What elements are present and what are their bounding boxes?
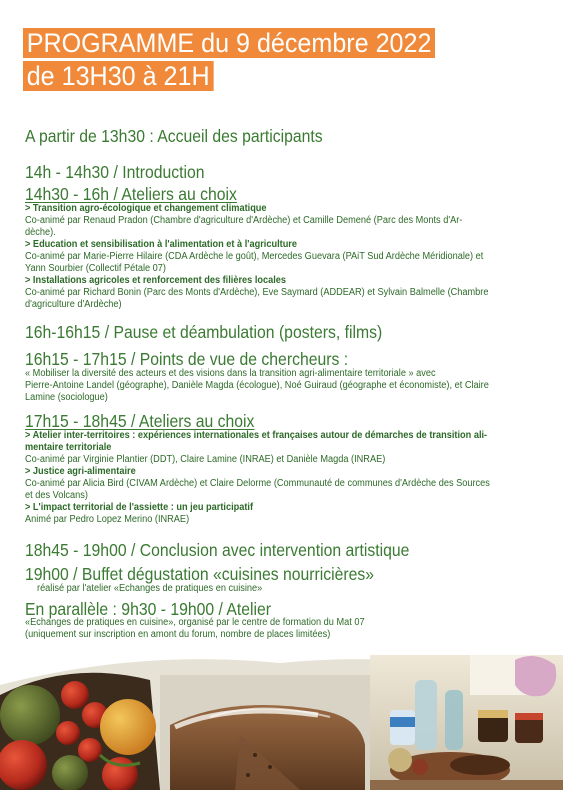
ateliers1-item3-line1: Co-animé par Richard Bonin (Parc des Monts d'Ardèche), Eve Saymard (ADDEAR) et Sylvain Balmelle (Chambre <box>25 287 489 298</box>
parallele-details <box>25 617 540 641</box>
food-photo-strip <box>0 655 563 790</box>
ateliers1-item2-line1: Co-animé par Marie-Pierre Hilaire (CDA Ardèche le goût), Mercedes Guevara (PAiT Sud Ardèche Méridionale) et <box>25 251 484 262</box>
ateliers1-item2-line2: Yann Sourbier (Collectif Pétale 07) <box>25 263 166 274</box>
ateliers2-item1-title-line1: > Atelier inter-territoires : expériences internationales et françaises autour de démarches de transition ali- <box>25 430 488 441</box>
parallele-line2: (uniquement sur inscription en amont du forum, nombre de places limitées) <box>25 629 331 640</box>
parallele-heading: En parallèle : 9h30 - 19h00 / Atelier <box>25 599 272 619</box>
ateliers2-item1-title-line2: mentaire territoriale <box>25 442 112 453</box>
chercheurs-line2: Pierre-Antoine Landel (géographe), Danièle Magda (écologue), Noé Guiraud (géographe et économiste), et Claire <box>25 380 489 391</box>
buffet-heading: 19h00 / Buffet dégustation «cuisines nourricières» <box>25 564 375 584</box>
chercheurs-line1: « Mobiliser la diversité des acteurs et des visions dans la transition agri-alimentaire territoriale » avec <box>25 368 436 379</box>
ateliers1-item1-line1: Co-animé par Renaud Pradon (Chambre d'agriculture d'Ardèche) et Camille Demené (Parc des Monts d'Ar- <box>25 215 463 226</box>
ateliers2-item2-title: > Justice agri-alimentaire <box>25 466 136 477</box>
ateliers2-heading: 17h15 - 18h45 / Ateliers au choix <box>25 411 255 431</box>
tomato-basket <box>0 673 160 790</box>
chercheurs-details <box>25 368 540 404</box>
programme-title: PROGRAMME du 9 décembre 2022 <box>23 28 435 58</box>
kitchen-table <box>370 655 563 790</box>
ateliers1-item1-line2: dèche). <box>25 227 56 238</box>
ateliers2-details <box>25 430 540 526</box>
food-photo-illustration <box>0 655 563 790</box>
welcome-heading: A partir de 13h30 : Accueil des participants <box>25 126 323 146</box>
ateliers1-details <box>25 203 540 311</box>
conclusion-heading: 18h45 - 19h00 / Conclusion avec intervention artistique <box>25 540 410 560</box>
ateliers1-item3-title: > Installations agricoles et renforcement des filières locales <box>25 275 287 286</box>
chercheurs-line3: Lamine (sociologue) <box>25 392 108 403</box>
ateliers2-item3-line1: Animé par Pedro Lopez Merino (INRAE) <box>25 514 190 525</box>
ateliers1-item1-title: > Transition agro-écologique et changement climatique <box>25 203 267 214</box>
parallele-line1: «Echanges de pratiques en cuisine», organisé par le centre de formation du Mat 07 <box>25 617 365 628</box>
chercheurs-heading: 16h15 - 17h15 / Points de vue de chercheurs : <box>25 349 349 369</box>
buffet-note: réalisé par l'atelier «Echanges de pratiques en cuisine» <box>37 583 263 594</box>
ateliers1-heading: 14h30 - 16h / Ateliers au choix <box>25 184 237 204</box>
ateliers2-item1-line1: Co-animé par Virginie Plantier (DDT), Claire Lamine (INRAE) et Danièle Magda (INRAE) <box>25 454 386 465</box>
ateliers2-item2-line2: et des Volcans) <box>25 490 88 501</box>
ateliers1-item2-title: > Education et sensibilisation à l'alimentation et à l'agriculture <box>25 239 298 250</box>
programme-hours: de 13H30 à 21H <box>23 61 213 91</box>
ateliers2-item2-line1: Co-animé par Alicia Bird (CIVAM Ardèche) et Claire Delorme (Communauté de communes d'Ardèche des Sources <box>25 478 490 489</box>
ateliers1-item3-line2: d'agriculture d'Ardèche) <box>25 299 122 310</box>
bread-loaf <box>160 675 370 790</box>
pause-heading: 16h-16h15 / Pause et déambulation (posters, films) <box>25 322 383 342</box>
ateliers2-item3-title: > L'impact territorial de l'assiette : un jeu participatif <box>25 502 254 513</box>
intro-heading: 14h - 14h30 / Introduction <box>25 162 205 182</box>
